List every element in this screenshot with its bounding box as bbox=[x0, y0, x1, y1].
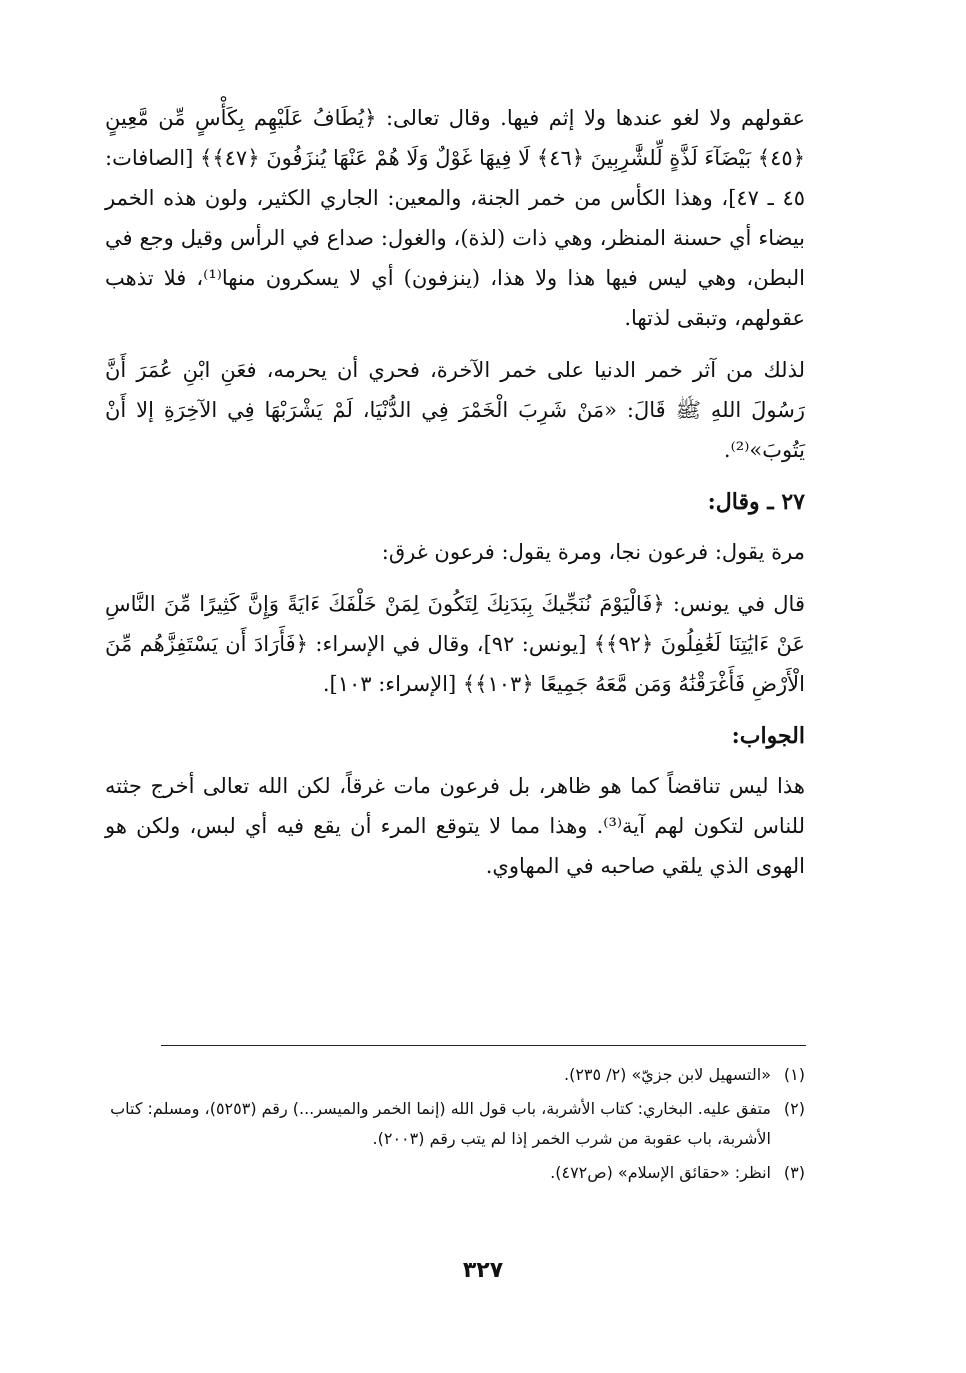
footnote-number: (٣) bbox=[783, 1163, 805, 1182]
footnote-separator bbox=[161, 1045, 806, 1046]
answer-heading: الجواب: bbox=[731, 723, 805, 749]
question-text: مرة يقول: فرعون نجا، ومرة يقول: فرعون غرق: bbox=[381, 540, 805, 564]
main-text bbox=[105, 98, 805, 886]
paragraph-hadith: لذلك من آثر خمر الدنيا على خمر الآخرة، فحري أن يحرمه، فعَنِ ابْنِ عُمَرَ أَنَّ رَسُولَ اللهِ ﷺ قَالَ: «مَنْ شَرِبَ الْخَمْرَ فِي الدُّنْيَا، لَمْ يَشْرَبْهَا فِي الآخِرَةِ إلا أَنْ يَتُوبَ»⁽²⁾. bbox=[105, 358, 805, 462]
footnote-text: انظر: «حقائق الإسلام» (ص٤٧٢). bbox=[550, 1163, 771, 1182]
footnotes bbox=[105, 1060, 805, 1192]
section-heading-27: ٢٧ ـ وقال: bbox=[707, 489, 805, 515]
verses-paragraph: قال في يونس: ﴿فَالْيَوْمَ نُنَجِّيكَ بِبَدَنِكَ لِتَكُونَ لِمَنْ خَلْفَكَ ءَايَةً وَإِنَّ كَثِيرًا مِّنَ النَّاسِ عَنْ ءَايَٰتِنَا لَغَٰفِلُونَ ﴿٩٢﴾﴾ [يونس: ٩٢]، وقال في الإسراء: ﴿فَأَرَادَ أَن يَسْتَفِزَّهُم مِّنَ الْأَرْضِ فَأَغْرَقْنَٰهُ وَمَن مَّعَهُ جَمِيعًا ﴿١٠٣﴾﴾ [الإسراء: ١٠٣]. bbox=[105, 592, 806, 696]
footnote-text: «التسهيل لابن جزيّ» (٢/ ٢٣٥). bbox=[563, 1065, 771, 1084]
footnote-text: متفق عليه. البخاري: كتاب الأشربة، باب قول الله (إنما الخمر والميسر...) رقم (٥٢٥٣)، ومسلم: كتاب الأشربة، باب عقوبة من شرب الخمر إذا لم يتب رقم (٢٠٠٣). bbox=[110, 1099, 771, 1148]
footnote-number: (٢) bbox=[783, 1099, 805, 1118]
footnote-number: (١) bbox=[783, 1065, 805, 1084]
footnote-3 bbox=[105, 1158, 805, 1188]
footnote-2 bbox=[105, 1094, 805, 1154]
answer-text: هذا ليس تناقضاً كما هو ظاهر، بل فرعون مات غرقاً، لكن الله تعالى أخرج جثته للناس لتكون لهم آية⁽³⁾. وهذا مما لا يتوقع المرء أن يقع فيه أي لبس، ولكن هو الهوى الذي يلقي صاحبه في المهاوي. bbox=[105, 774, 806, 878]
footnote-1 bbox=[105, 1060, 805, 1090]
page-number: ٣٢٧ bbox=[462, 1258, 504, 1283]
paragraph-wine-of-paradise: عقولهم ولا لغو عندها ولا إثم فيها. وقال تعالى: ﴿يُطَافُ عَلَيْهِم بِكَأْسٍ مِّن مَّعِينٍ ﴿٤٥﴾ بَيْضَآءَ لَذَّةٍ لِّلشَّٰرِبِينَ ﴿٤٦﴾ لَا فِيهَا غَوْلٌ وَلَا هُمْ عَنْهَا يُنزَفُونَ ﴿٤٧﴾﴾ [الصافات: ٤٥ ـ ٤٧]، وهذا الكأس من خمر الجنة، والمعين: الجاري الكثير، ولون هذه الخمر بيضاء أي حسنة المنظر، وهي ذات (لذة)، والغول: صداع في الرأس وقيل وجع في البطن، وهي ليس فيها هذا ولا هذا، (ينزفون) أي لا يسكرون منها⁽¹⁾، فلا تذهب عقولهم، وتبقى لذتها. bbox=[105, 106, 805, 330]
